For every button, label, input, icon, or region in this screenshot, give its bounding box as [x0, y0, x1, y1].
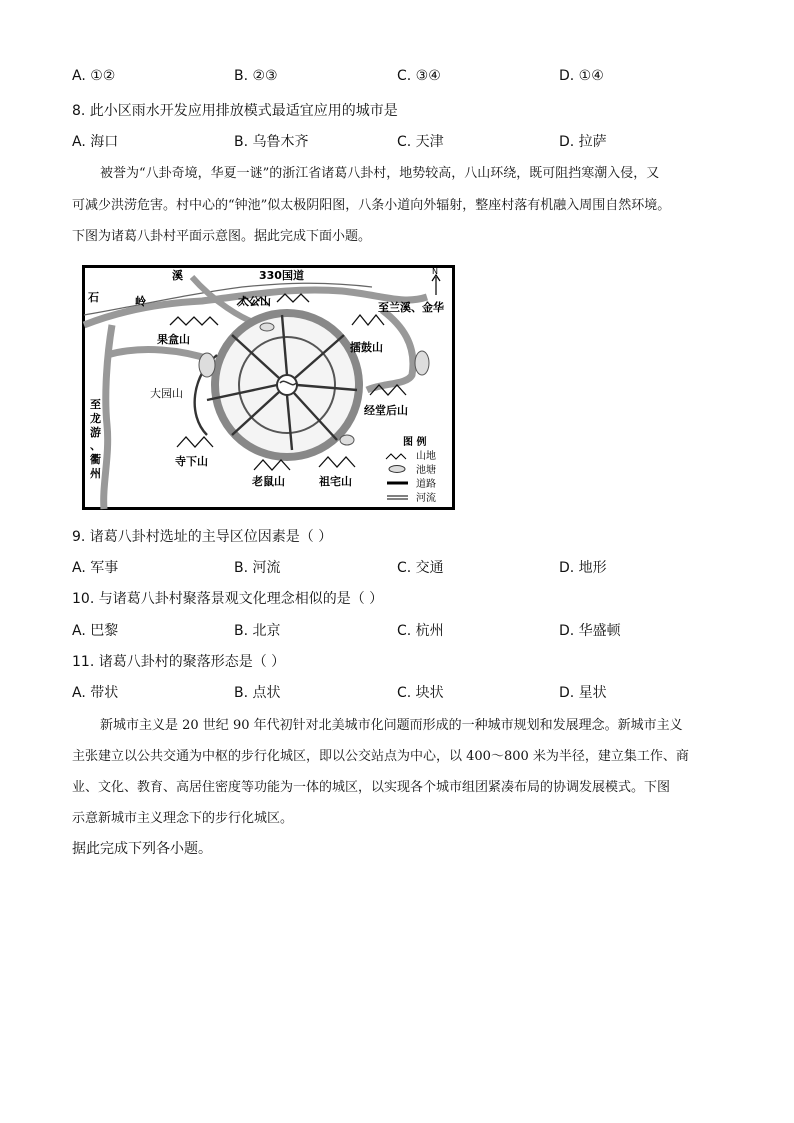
- q11-option-c: C. 块状: [397, 685, 444, 701]
- passage2-line4: 示意新城市主义理念下的步行化城区。: [72, 811, 294, 826]
- legend-mountain: 山地: [416, 451, 436, 462]
- legend-river: 河流: [416, 493, 436, 504]
- map-label-laoshu: 老鼠山: [252, 475, 285, 488]
- q9-option-b: B. 河流: [234, 560, 281, 576]
- map-label-longyou-0: 至: [90, 398, 101, 411]
- q11-option-b: B. 点状: [234, 685, 281, 701]
- passage2-line5: 据此完成下列各小题。: [72, 841, 212, 857]
- q10-option-d: D. 华盛顿: [559, 623, 621, 639]
- map-label-shi: 石: [88, 291, 99, 304]
- map-label-guopan: 果盒山: [157, 333, 190, 346]
- legend-pond: 池塘: [416, 465, 436, 476]
- q11-option-d: D. 星状: [559, 685, 607, 701]
- map-label-xi: 溪: [172, 269, 183, 282]
- q10-option-a: A. 巴黎: [72, 623, 119, 639]
- q8-option-a: A. 海口: [72, 134, 119, 150]
- map-label-longyou-3: 、: [90, 439, 101, 452]
- map-label-ling: 岭: [135, 295, 146, 308]
- legend-pond-icon: [389, 466, 405, 473]
- q8-option-b: B. 乌鲁木齐: [234, 134, 309, 150]
- passage2-line3: 业、文化、教育、高居住密度等功能为一体的城区，以实现各个城市组团紧凑布局的协调发展模式。下图: [72, 780, 671, 795]
- map-label-longyou-1: 龙: [90, 412, 101, 425]
- map-label-longyou-5: 州: [90, 467, 101, 480]
- map-label-dayuan: 大园山: [150, 387, 183, 400]
- q7-option-d: D. ①④: [559, 68, 604, 84]
- map-label-sixia: 寺下山: [175, 455, 208, 468]
- map-label-jingtang: 经堂后山: [364, 404, 408, 417]
- svg-text:N: N: [432, 267, 438, 276]
- q8-stem: 8. 此小区雨水开发应用排放模式最适宜应用的城市是: [72, 103, 398, 119]
- q9-stem: 9. 诸葛八卦村选址的主导区位因素是（ ）: [72, 529, 333, 545]
- q9-option-c: C. 交通: [397, 560, 444, 576]
- legend-road: 道路: [416, 479, 436, 490]
- q10-stem: 10. 与诸葛八卦村聚落景观文化理念相似的是（ ）: [72, 591, 384, 607]
- map-label-leigu: 擂鼓山: [350, 341, 383, 354]
- zhuge-village-map: [82, 265, 455, 510]
- q7-option-b: B. ②③: [234, 68, 278, 84]
- map-label-taigong: 太公山: [238, 295, 271, 308]
- legend-title: 图 例: [403, 437, 427, 448]
- q11-option-a: A. 带状: [72, 685, 119, 701]
- q9-option-a: A. 军事: [72, 560, 119, 576]
- q7-option-c: C. ③④: [397, 68, 441, 84]
- passage2-line1: 新城市主义是 20 世纪 90 年代初针对北美城市化问题而形成的一种城市规划和发展理念。新城市主义: [100, 718, 683, 733]
- map-label-longyou-2: 游: [90, 426, 101, 439]
- map-label-to-lanxi: 至兰溪、金华: [378, 301, 444, 314]
- q9-option-d: D. 地形: [559, 560, 607, 576]
- q7-option-a: A. ①②: [72, 68, 116, 84]
- map-label-zuzhai: 祖宅山: [319, 475, 352, 488]
- q10-option-b: B. 北京: [234, 623, 281, 639]
- q8-option-c: C. 天津: [397, 134, 444, 150]
- passage1-line3: 下图为诸葛八卦村平面示意图。据此完成下面小题。: [72, 229, 372, 244]
- passage1-line2: 可减少洪涝危害。村中心的“钟池”似太极阴阳图，八条小道向外辐射，整座村落有机融入周围自然环境。: [72, 198, 671, 213]
- q10-option-c: C. 杭州: [397, 623, 444, 639]
- map-label-longyou-4: 衢: [90, 453, 101, 466]
- q8-option-d: D. 拉萨: [559, 134, 607, 150]
- passage2-line2: 主张建立以公共交通为中枢的步行化城区，即以公交站点为中心，以 400～800 米为半径，建立集工作、商: [72, 749, 689, 764]
- passage1-line1: 被誉为“八卦奇境，华夏一谜”的浙江省诸葛八卦村，地势较高，八山环绕，既可阻挡寒潮入侵，又: [100, 166, 660, 181]
- q11-stem: 11. 诸葛八卦村的聚落形态是（ ）: [72, 654, 286, 670]
- map-label-road: 330国道: [259, 269, 304, 282]
